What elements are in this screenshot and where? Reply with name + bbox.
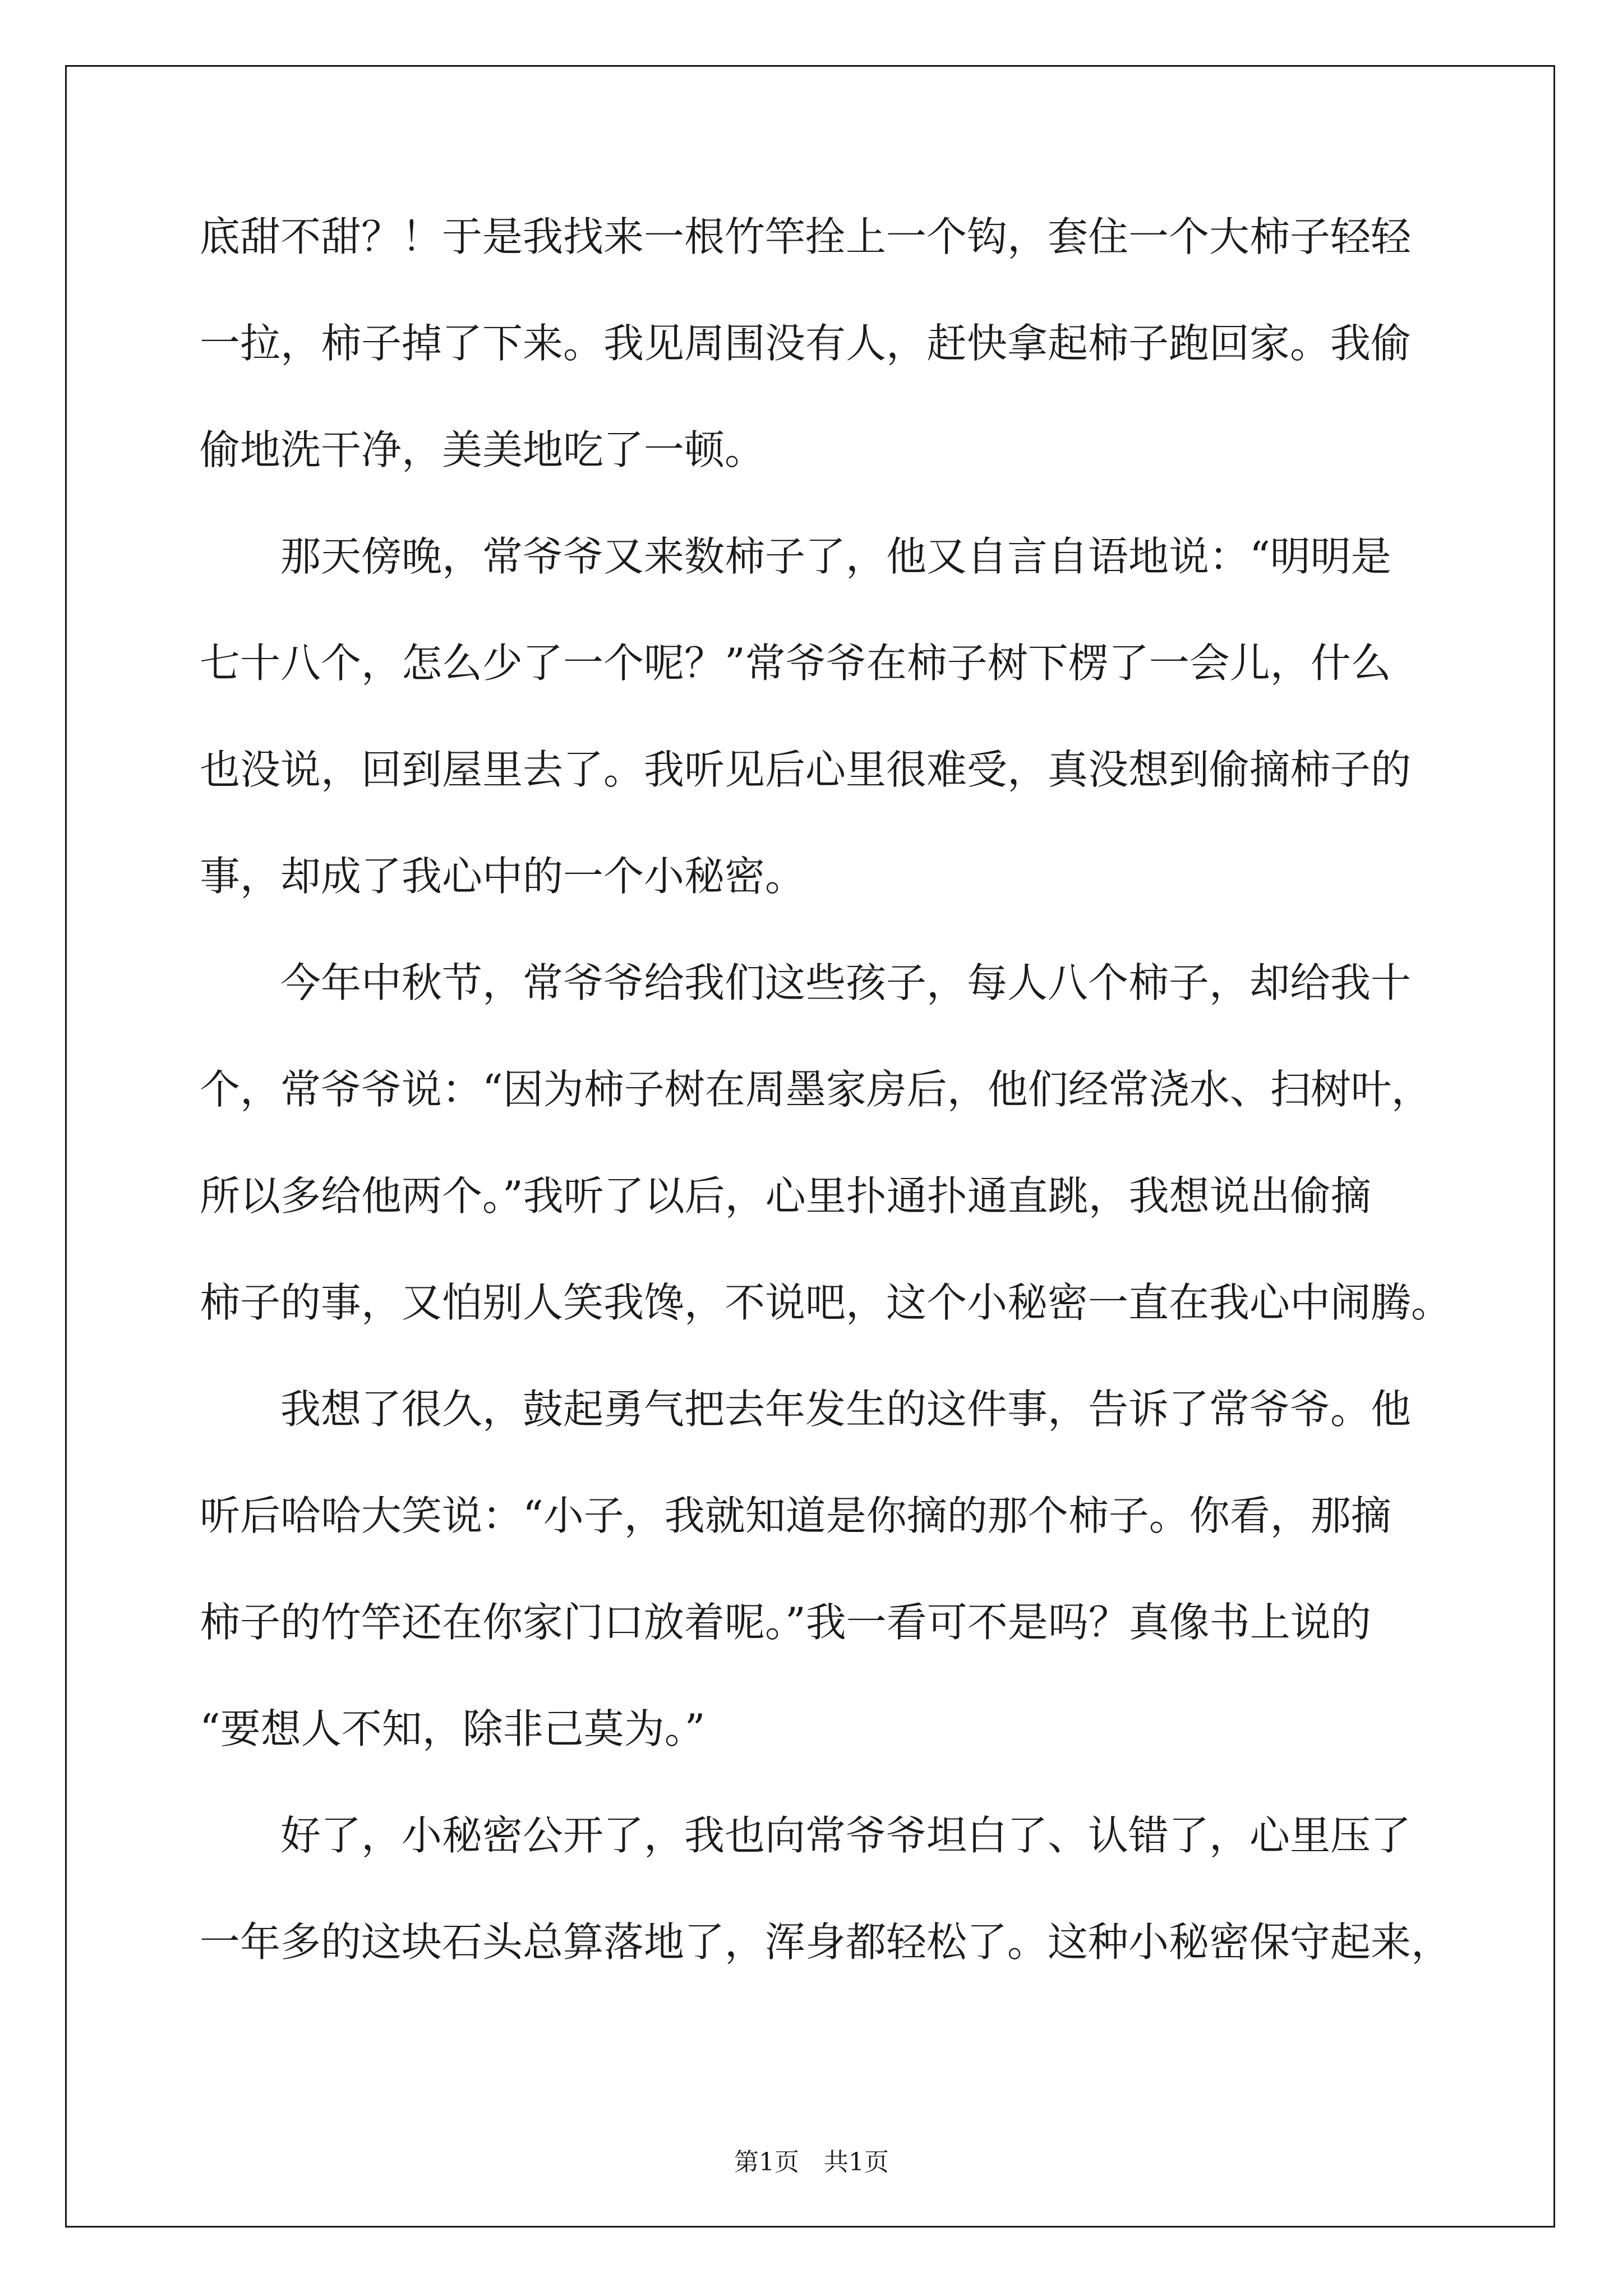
text-line-7: 事，却成了我心中的一个小秘密。 bbox=[200, 853, 806, 900]
text-line-8: 今年中秋节，常爷爷给我们这些孩子，每人八个柿子，却给我十 bbox=[200, 959, 1412, 1006]
page-border bbox=[65, 65, 1555, 2228]
text-line-13: 听后哈哈大笑说：“小子，我就知道是你摘的那个柿子。你看，那摘 bbox=[200, 1492, 1391, 1539]
text-line-17: 一年多的这块石头总算落地了，浑身都轻松了。这种小秘密保守起来， bbox=[200, 1918, 1452, 1966]
text-line-5: 七十八个，怎么少了一个呢？”常爷爷在柿子树下楞了一会儿，什么 bbox=[200, 639, 1391, 687]
text-line-12: 我想了很久，鼓起勇气把去年发生的这件事，告诉了常爷爷。他 bbox=[200, 1386, 1412, 1433]
text-line-1: 底甜不甜？！于是我找来一根竹竿拴上一个钩，套住一个大柿子轻轻 bbox=[200, 213, 1412, 260]
text-line-14: 柿子的竹竿还在你家门口放着呢。”我一看可不是吗？真像书上说的 bbox=[200, 1599, 1371, 1646]
text-line-3: 偷地洗干净，美美地吃了一顿。 bbox=[200, 426, 766, 473]
text-line-9: 个，常爷爷说：“因为柿子树在周墨家房后，他们经常浇水、扫树叶， bbox=[200, 1066, 1432, 1113]
text-line-4: 那天傍晚，常爷爷又来数柿子了，他又自言自语地说：“明明是 bbox=[200, 533, 1391, 580]
text-line-10: 所以多给他两个。”我听了以后，心里扑通扑通直跳，我想说出偷摘 bbox=[200, 1172, 1371, 1220]
page-footer: 第1页 共1页 bbox=[734, 2148, 889, 2177]
text-line-16: 好了，小秘密公开了，我也向常爷爷坦白了、认错了，心里压了 bbox=[200, 1812, 1412, 1859]
text-line-11: 柿子的事，又怕别人笑我馋，不说吧，这个小秘密一直在我心中闹腾。 bbox=[200, 1279, 1452, 1326]
text-line-15: “要想人不知，除非己莫为。” bbox=[200, 1705, 706, 1752]
text-line-2: 一拉，柿子掉了下来。我见周围没有人，赶快拿起柿子跑回家。我偷 bbox=[200, 320, 1412, 367]
text-line-6: 也没说，回到屋里去了。我听见后心里很难受，真没想到偷摘柿子的 bbox=[200, 746, 1412, 793]
